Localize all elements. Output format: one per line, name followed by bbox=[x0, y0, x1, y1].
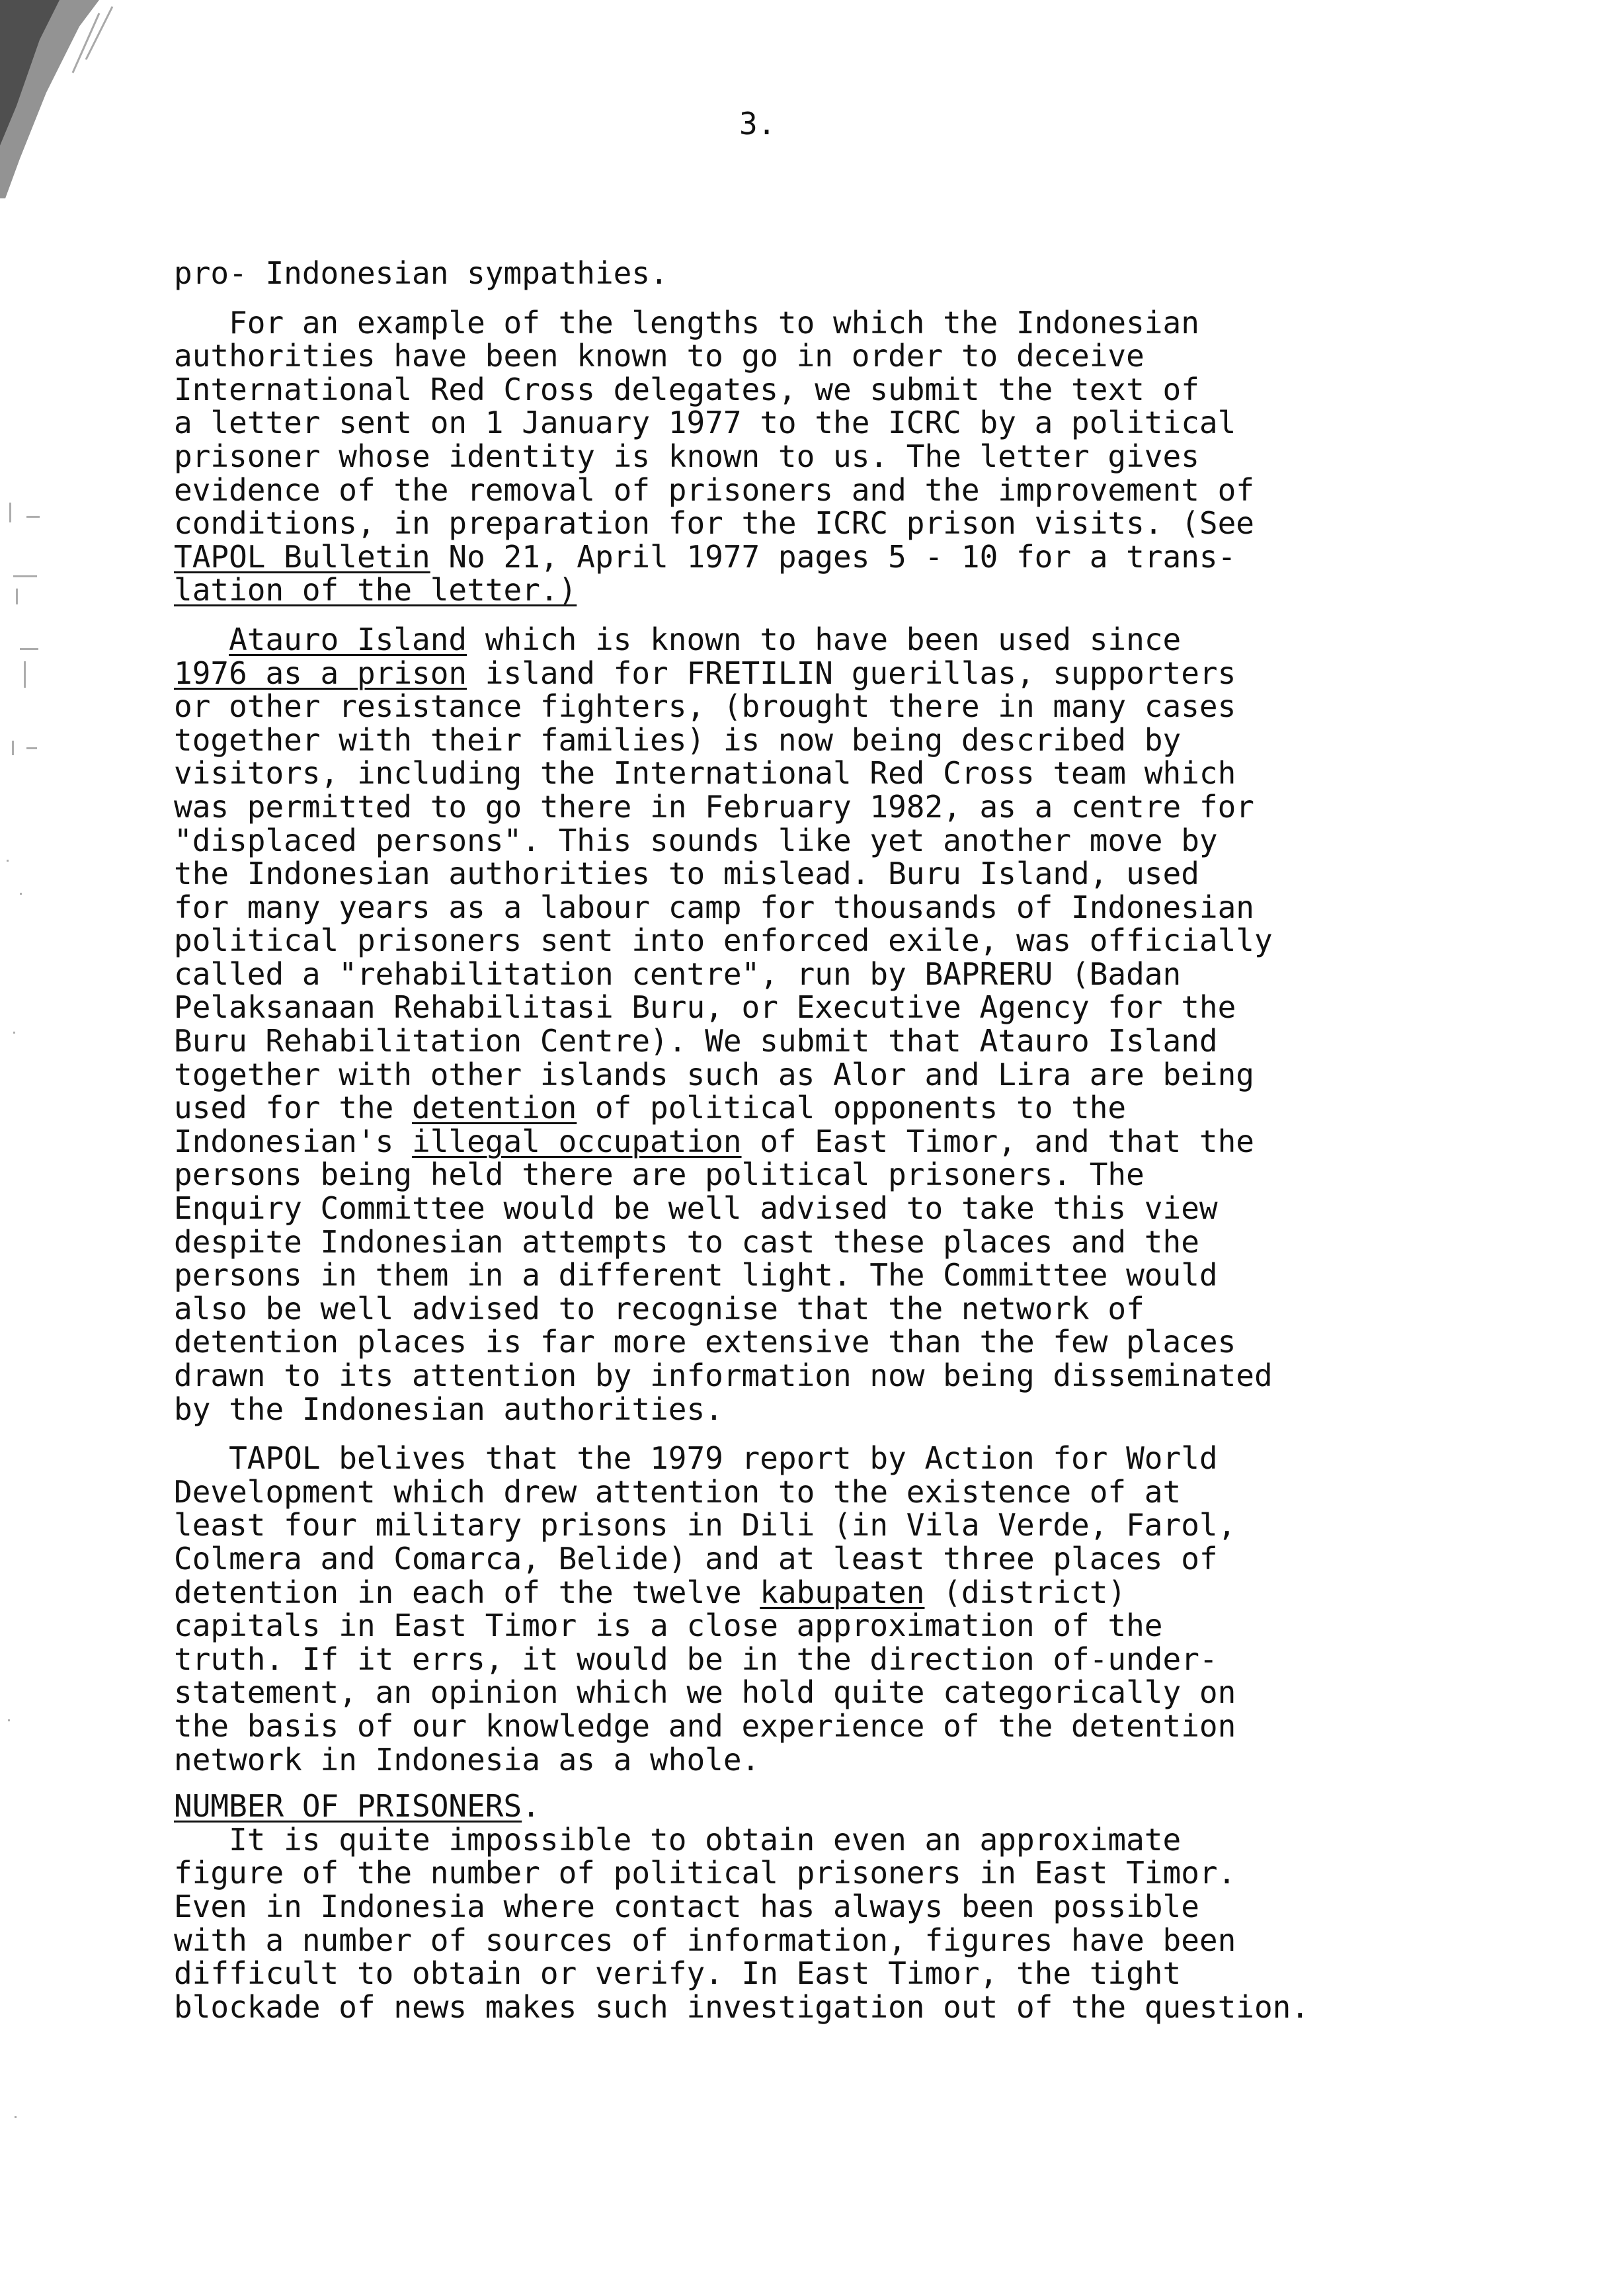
text-segment: For an example of the lengths to which the Indonesian bbox=[174, 304, 1199, 341]
text-line bbox=[174, 1542, 1470, 1576]
underlined-text: lation of the letter.) bbox=[174, 572, 577, 608]
text-line bbox=[174, 757, 1470, 790]
text-line bbox=[174, 306, 1470, 340]
text-segment: also be well advised to recognise that the network of bbox=[174, 1290, 1145, 1327]
text-line bbox=[174, 257, 1470, 290]
text-segment: detention places is far more extensive than the few places bbox=[174, 1324, 1236, 1360]
paragraph bbox=[174, 623, 1470, 1426]
text-segment: together with other islands such as Alor and Lira are being bbox=[174, 1056, 1254, 1092]
underlined-text: illegal occupation bbox=[412, 1123, 742, 1159]
underlined-text: TAPOL Bulletin bbox=[174, 538, 430, 575]
text-line bbox=[174, 440, 1470, 473]
text-segment: for many years as a labour camp for thousands of Indonesian bbox=[174, 889, 1254, 925]
text-segment: detention in each of the twelve bbox=[174, 1574, 760, 1610]
text-line bbox=[174, 1990, 1470, 2024]
text-line bbox=[174, 1508, 1470, 1542]
underlined-text: 1976 as a prison bbox=[174, 655, 467, 691]
text-line bbox=[174, 1823, 1470, 1857]
text-segment: . bbox=[522, 1788, 540, 1824]
text-segment: network in Indonesia as a whole. bbox=[174, 1741, 760, 1778]
text-segment: used for the bbox=[174, 1090, 413, 1126]
text-segment: the Indonesian authorities to mislead. Buru Island, used bbox=[174, 856, 1199, 892]
text-line bbox=[174, 1709, 1470, 1743]
text-segment: Pelaksanaan Rehabilitasi Buru, or Executive Agency for the bbox=[174, 989, 1236, 1026]
underlined-text: NUMBER OF PRISONERS bbox=[174, 1788, 522, 1824]
text-segment: conditions, in preparation for the ICRC prison visits. (See bbox=[174, 505, 1254, 542]
text-line bbox=[174, 1676, 1470, 1709]
text-segment: persons being held there are political prisoners. The bbox=[174, 1157, 1145, 1193]
text-line bbox=[174, 1856, 1470, 1890]
text-line bbox=[174, 373, 1470, 407]
text-line bbox=[174, 924, 1470, 958]
text-line bbox=[174, 891, 1470, 924]
paragraph bbox=[174, 1442, 1470, 1776]
text-segment: of East Timor, and that the bbox=[741, 1123, 1254, 1159]
text-segment: with a number of sources of information, figures have been bbox=[174, 1922, 1236, 1958]
text-segment: a letter sent on 1 January 1977 to the ICRC by a political bbox=[174, 405, 1236, 441]
text-line bbox=[174, 1890, 1470, 1924]
paragraph-gap bbox=[174, 1776, 1470, 1789]
text-segment: despite Indonesian attempts to cast these places and the bbox=[174, 1223, 1199, 1260]
text-segment: together with their families) is now being described by bbox=[174, 721, 1182, 758]
text-line bbox=[174, 1058, 1470, 1092]
underlined-text: detention bbox=[412, 1090, 577, 1126]
section-heading bbox=[174, 1789, 1470, 1823]
text-line bbox=[174, 1258, 1470, 1292]
text-line bbox=[174, 723, 1470, 757]
text-line bbox=[174, 958, 1470, 991]
text-segment: or other resistance fighters, (brought there in many cases bbox=[174, 688, 1236, 725]
text-segment: statement, an opinion which we hold quite categorically on bbox=[174, 1674, 1236, 1711]
text-line bbox=[174, 1192, 1470, 1225]
paragraph-gap bbox=[174, 1426, 1470, 1442]
text-segment: capitals in East Timor is a close approximation of the bbox=[174, 1608, 1163, 1644]
scan-corner-artifact bbox=[0, 0, 132, 198]
text-segment: TAPOL belives that the 1979 report by Action for World bbox=[174, 1440, 1218, 1477]
text-segment: drawn to its attention by information now being disseminated bbox=[174, 1358, 1273, 1393]
text-segment: pro- Indonesian sympathies. bbox=[174, 255, 668, 291]
text-segment: Colmera and Comarca, Belide) and at least three places of bbox=[174, 1540, 1218, 1577]
text-segment: called a "rehabilitation centre", run by BAPRERU (Badan bbox=[174, 956, 1182, 992]
paragraph bbox=[174, 306, 1470, 607]
text-segment: by the Indonesian authorities. bbox=[174, 1391, 723, 1427]
text-line bbox=[174, 573, 1470, 607]
text-line bbox=[174, 623, 1470, 657]
text-segment: "displaced persons". This sounds like yet another move by bbox=[174, 822, 1218, 858]
text-line bbox=[174, 1292, 1470, 1326]
text-line bbox=[174, 1091, 1470, 1125]
text-line bbox=[174, 1393, 1470, 1426]
text-segment: Indonesian's bbox=[174, 1123, 413, 1159]
text-segment: Development which drew attention to the existence of at bbox=[174, 1473, 1182, 1510]
text-segment: was permitted to go there in February 1982, as a centre for bbox=[174, 788, 1254, 825]
text-line bbox=[174, 1643, 1470, 1676]
page-number: 3. bbox=[739, 106, 776, 142]
text-line bbox=[174, 790, 1470, 824]
text-segment: visitors, including the International Red Cross team which bbox=[174, 755, 1236, 792]
text-line bbox=[174, 1325, 1470, 1359]
text-line bbox=[174, 1576, 1470, 1610]
paragraph-gap bbox=[174, 607, 1470, 623]
text-line bbox=[174, 857, 1470, 891]
text-segment: Even in Indonesia where contact has always been possible bbox=[174, 1888, 1199, 1924]
text-segment: blockade of news makes such investigation out of the question. bbox=[174, 1988, 1310, 2025]
text-segment: of political opponents to the bbox=[577, 1090, 1127, 1126]
text-segment: It is quite impossible to obtain even an approximate bbox=[174, 1821, 1182, 1858]
text-line bbox=[174, 1125, 1470, 1159]
text-line bbox=[174, 1475, 1470, 1509]
text-line bbox=[174, 1225, 1470, 1259]
text-segment: figure of the number of political prisoners in East Timor. bbox=[174, 1855, 1236, 1891]
text-segment: difficult to obtain or verify. In East Timor, the tight bbox=[174, 1955, 1182, 1992]
text-segment: truth. If it errs, it would be in the direction of-under- bbox=[174, 1641, 1218, 1677]
text-segment: political prisoners sent into enforced exile, was officially bbox=[174, 922, 1273, 959]
text-line bbox=[174, 339, 1470, 373]
text-segment: Enquiry Committee would be well advised to take this view bbox=[174, 1190, 1218, 1227]
document-body bbox=[174, 257, 1470, 2024]
text-line bbox=[174, 690, 1470, 723]
text-line bbox=[174, 657, 1470, 690]
text-line bbox=[174, 1024, 1470, 1058]
text-line bbox=[174, 1924, 1470, 1957]
text-segment: No 21, April 1977 pages 5 - 10 for a trans- bbox=[430, 538, 1236, 575]
text-segment: persons in them in a different light. The Committee would bbox=[174, 1257, 1218, 1293]
text-segment: which is known to have been used since bbox=[467, 621, 1182, 657]
text-segment: island for FRETILIN guerillas, supporters bbox=[467, 655, 1236, 691]
text-segment: (district) bbox=[924, 1574, 1127, 1610]
text-segment: authorities have been known to go in order to deceive bbox=[174, 338, 1145, 374]
text-line bbox=[174, 1359, 1470, 1393]
paragraph bbox=[174, 257, 1470, 290]
section-number-of-prisoners bbox=[174, 1789, 1470, 2024]
text-segment: International Red Cross delegates, we submit the text of bbox=[174, 371, 1199, 407]
text-line bbox=[174, 1158, 1470, 1192]
paragraph-gap bbox=[174, 290, 1470, 306]
text-segment: the basis of our knowledge and experience of the detention bbox=[174, 1707, 1236, 1744]
text-line bbox=[174, 1957, 1470, 1990]
text-line bbox=[174, 540, 1470, 574]
underlined-text: Atauro Island bbox=[229, 621, 467, 657]
underlined-text: kabupaten bbox=[760, 1574, 925, 1610]
text-segment: prisoner whose identity is known to us. The letter gives bbox=[174, 438, 1199, 474]
text-segment bbox=[174, 622, 229, 657]
text-segment: evidence of the removal of prisoners and the improvement of bbox=[174, 472, 1254, 508]
text-line bbox=[174, 1442, 1470, 1475]
text-line bbox=[174, 507, 1470, 540]
text-line bbox=[174, 824, 1470, 858]
text-line bbox=[174, 1743, 1470, 1777]
text-line bbox=[174, 1609, 1470, 1643]
text-segment: Buru Rehabilitation Centre). We submit that Atauro Island bbox=[174, 1023, 1218, 1059]
scan-margin-specks bbox=[0, 463, 60, 2182]
text-line bbox=[174, 991, 1470, 1024]
text-line bbox=[174, 406, 1470, 440]
text-segment: least four military prisons in Dili (in Vila Verde, Farol, bbox=[174, 1507, 1236, 1543]
text-line bbox=[174, 473, 1470, 507]
